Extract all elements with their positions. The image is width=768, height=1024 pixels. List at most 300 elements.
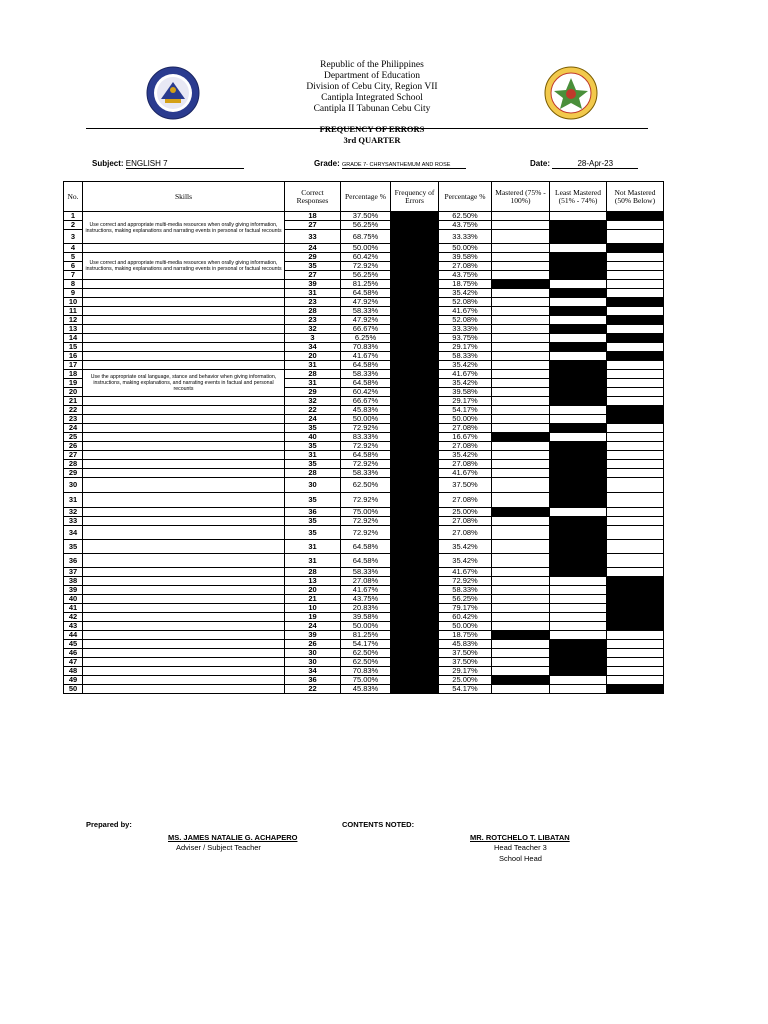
frequency-of-errors <box>391 424 439 433</box>
correct-responses: 36 <box>285 508 341 517</box>
table-row <box>64 370 664 379</box>
row-number: 14 <box>64 334 83 343</box>
mastered-indicator <box>492 397 550 406</box>
mastered-indicator <box>492 685 550 694</box>
row-number: 33 <box>64 517 83 526</box>
mastered-indicator <box>492 406 550 415</box>
frequency-of-errors <box>391 388 439 397</box>
correct-percentage: 62.50% <box>341 658 391 667</box>
error-percentage: 79.17% <box>439 604 492 613</box>
correct-responses: 35 <box>285 262 341 271</box>
error-percentage: 35.42% <box>439 451 492 460</box>
table-row <box>64 595 664 604</box>
grade-label: Grade: <box>314 159 340 168</box>
error-percentage: 50.00% <box>439 244 492 253</box>
skill-cell <box>83 622 285 631</box>
correct-responses: 31 <box>285 379 341 388</box>
skill-cell <box>83 604 285 613</box>
table-row <box>64 667 664 676</box>
correct-percentage: 75.00% <box>341 508 391 517</box>
correct-responses: 27 <box>285 271 341 280</box>
frequency-of-errors <box>391 554 439 568</box>
correct-responses: 36 <box>285 676 341 685</box>
mastered-indicator <box>492 554 550 568</box>
skill-cell <box>83 316 285 325</box>
not-mastered-indicator <box>607 280 664 289</box>
least-mastered-indicator <box>550 433 607 442</box>
error-percentage: 33.33% <box>439 230 492 244</box>
frequency-of-errors <box>391 460 439 469</box>
not-mastered-indicator <box>607 433 664 442</box>
correct-percentage: 47.92% <box>341 298 391 307</box>
frequency-of-errors <box>391 253 439 262</box>
not-mastered-indicator <box>607 307 664 316</box>
col-header-percentage: Percentage % <box>341 182 391 212</box>
correct-responses: 28 <box>285 469 341 478</box>
not-mastered-indicator <box>607 568 664 577</box>
row-number: 31 <box>64 493 83 508</box>
error-percentage: 37.50% <box>439 478 492 493</box>
skill-cell <box>83 517 285 526</box>
not-mastered-indicator <box>607 221 664 230</box>
mastered-indicator <box>492 451 550 460</box>
mastered-indicator <box>492 271 550 280</box>
least-mastered-indicator <box>550 212 607 221</box>
correct-percentage: 50.00% <box>341 244 391 253</box>
correct-percentage: 50.00% <box>341 622 391 631</box>
correct-responses: 30 <box>285 658 341 667</box>
mastered-indicator <box>492 469 550 478</box>
correct-percentage: 72.92% <box>341 424 391 433</box>
least-mastered-indicator <box>550 325 607 334</box>
correct-responses: 31 <box>285 554 341 568</box>
correct-responses: 28 <box>285 568 341 577</box>
mastered-indicator <box>492 658 550 667</box>
correct-responses: 31 <box>285 451 341 460</box>
frequency-of-errors <box>391 577 439 586</box>
skill-cell <box>83 334 285 343</box>
correct-percentage: 64.58% <box>341 361 391 370</box>
col-header-no: No. <box>64 182 83 212</box>
correct-responses: 13 <box>285 577 341 586</box>
correct-responses: 19 <box>285 613 341 622</box>
row-number: 44 <box>64 631 83 640</box>
mastered-indicator <box>492 415 550 424</box>
error-percentage: 43.75% <box>439 221 492 230</box>
skill-cell <box>83 424 285 433</box>
error-percentage: 18.75% <box>439 280 492 289</box>
skill-cell <box>83 451 285 460</box>
frequency-of-errors <box>391 406 439 415</box>
least-mastered-indicator <box>550 640 607 649</box>
correct-percentage: 54.17% <box>341 640 391 649</box>
error-percentage: 35.42% <box>439 289 492 298</box>
skill-cell <box>83 595 285 604</box>
correct-responses: 30 <box>285 478 341 493</box>
correct-responses: 27 <box>285 221 341 230</box>
error-percentage: 60.42% <box>439 613 492 622</box>
not-mastered-indicator <box>607 586 664 595</box>
error-percentage: 52.08% <box>439 316 492 325</box>
mastered-indicator <box>492 667 550 676</box>
not-mastered-indicator <box>607 325 664 334</box>
skill-cell <box>83 478 285 493</box>
correct-percentage: 27.08% <box>341 577 391 586</box>
mastered-indicator <box>492 478 550 493</box>
least-mastered-indicator <box>550 388 607 397</box>
row-number: 9 <box>64 289 83 298</box>
least-mastered-indicator <box>550 334 607 343</box>
not-mastered-indicator <box>607 667 664 676</box>
not-mastered-indicator <box>607 577 664 586</box>
mastered-indicator <box>492 307 550 316</box>
error-percentage: 35.42% <box>439 361 492 370</box>
error-percentage: 58.33% <box>439 586 492 595</box>
table-row <box>64 568 664 577</box>
row-number: 16 <box>64 352 83 361</box>
correct-responses: 23 <box>285 316 341 325</box>
correct-percentage: 62.50% <box>341 478 391 493</box>
row-number: 32 <box>64 508 83 517</box>
report-title: FREQUENCY OF ERRORS <box>319 124 425 134</box>
table-row <box>64 658 664 667</box>
error-percentage: 41.67% <box>439 370 492 379</box>
least-mastered-indicator <box>550 577 607 586</box>
not-mastered-indicator <box>607 554 664 568</box>
correct-responses: 23 <box>285 298 341 307</box>
contents-noted-label: CONTENTS NOTED: <box>342 820 415 829</box>
not-mastered-indicator <box>607 230 664 244</box>
not-mastered-indicator <box>607 640 664 649</box>
skill-cell <box>83 352 285 361</box>
not-mastered-indicator <box>607 493 664 508</box>
least-mastered-indicator <box>550 526 607 540</box>
least-mastered-indicator <box>550 460 607 469</box>
skill-cell: Use correct and appropriate multi-media resources when orally giving information, instructions, making explanations and narrating events in personal or factual recounts <box>83 253 285 280</box>
row-number: 15 <box>64 343 83 352</box>
correct-percentage: 64.58% <box>341 451 391 460</box>
table-row <box>64 622 664 631</box>
not-mastered-indicator <box>607 442 664 451</box>
row-number: 25 <box>64 433 83 442</box>
correct-percentage: 68.75% <box>341 230 391 244</box>
correct-responses: 33 <box>285 230 341 244</box>
skill-cell <box>83 307 285 316</box>
correct-percentage: 58.33% <box>341 568 391 577</box>
error-percentage: 29.17% <box>439 397 492 406</box>
frequency-of-errors <box>391 262 439 271</box>
subject-label: Subject: <box>92 159 124 168</box>
correct-percentage: 56.25% <box>341 221 391 230</box>
row-number: 35 <box>64 540 83 554</box>
frequency-of-errors <box>391 526 439 540</box>
table-row <box>64 307 664 316</box>
frequency-of-errors <box>391 676 439 685</box>
least-mastered-indicator <box>550 424 607 433</box>
frequency-of-errors <box>391 640 439 649</box>
frequency-of-errors <box>391 221 439 230</box>
table-row <box>64 631 664 640</box>
table-row <box>64 212 664 221</box>
not-mastered-indicator <box>607 244 664 253</box>
correct-responses: 24 <box>285 244 341 253</box>
correct-percentage: 70.83% <box>341 667 391 676</box>
frequency-of-errors <box>391 469 439 478</box>
skill-cell <box>83 493 285 508</box>
correct-percentage: 62.50% <box>341 649 391 658</box>
correct-percentage: 58.33% <box>341 307 391 316</box>
frequency-of-errors <box>391 361 439 370</box>
skill-cell <box>83 244 285 253</box>
error-percentage: 41.67% <box>439 307 492 316</box>
table-row <box>64 649 664 658</box>
skill-cell <box>83 325 285 334</box>
least-mastered-indicator <box>550 604 607 613</box>
least-mastered-indicator <box>550 230 607 244</box>
frequency-of-errors <box>391 451 439 460</box>
mastered-indicator <box>492 424 550 433</box>
correct-percentage: 37.50% <box>341 212 391 221</box>
error-percentage: 41.67% <box>439 568 492 577</box>
mastered-indicator <box>492 334 550 343</box>
error-percentage: 25.00% <box>439 676 492 685</box>
row-number: 39 <box>64 586 83 595</box>
correct-percentage: 45.83% <box>341 406 391 415</box>
error-percentage: 39.58% <box>439 253 492 262</box>
row-number: 27 <box>64 451 83 460</box>
mastered-indicator <box>492 325 550 334</box>
table-row <box>64 460 664 469</box>
error-percentage: 27.08% <box>439 442 492 451</box>
frequency-of-errors <box>391 280 439 289</box>
table-row <box>64 604 664 613</box>
mastered-indicator <box>492 526 550 540</box>
skill-cell <box>83 667 285 676</box>
least-mastered-indicator <box>550 622 607 631</box>
skill-cell <box>83 554 285 568</box>
col-header-correct: Correct Responses <box>285 182 341 212</box>
correct-percentage: 60.42% <box>341 253 391 262</box>
error-percentage: 41.67% <box>439 469 492 478</box>
skill-cell <box>83 640 285 649</box>
table-row <box>64 244 664 253</box>
col-header-skills: Skills <box>83 182 285 212</box>
row-number: 13 <box>64 325 83 334</box>
frequency-of-errors <box>391 325 439 334</box>
frequency-of-errors <box>391 298 439 307</box>
not-mastered-indicator <box>607 253 664 262</box>
correct-responses: 35 <box>285 493 341 508</box>
correct-percentage: 58.33% <box>341 370 391 379</box>
table-row <box>64 586 664 595</box>
error-percentage: 18.75% <box>439 631 492 640</box>
mastered-indicator <box>492 493 550 508</box>
table-row <box>64 676 664 685</box>
table-row <box>64 517 664 526</box>
not-mastered-indicator <box>607 658 664 667</box>
correct-responses: 35 <box>285 526 341 540</box>
deped-seal-icon <box>146 66 200 120</box>
row-number: 17 <box>64 361 83 370</box>
row-number: 30 <box>64 478 83 493</box>
correct-percentage: 64.58% <box>341 554 391 568</box>
error-percentage: 37.50% <box>439 649 492 658</box>
mastered-indicator <box>492 613 550 622</box>
table-row <box>64 442 664 451</box>
skill-cell <box>83 280 285 289</box>
frequency-of-errors <box>391 631 439 640</box>
skill-cell <box>83 577 285 586</box>
least-mastered-indicator <box>550 613 607 622</box>
least-mastered-indicator <box>550 517 607 526</box>
row-number: 6 <box>64 262 83 271</box>
correct-percentage: 45.83% <box>341 685 391 694</box>
row-number: 49 <box>64 676 83 685</box>
frequency-of-errors <box>391 334 439 343</box>
correct-percentage: 83.33% <box>341 433 391 442</box>
not-mastered-indicator <box>607 526 664 540</box>
table-row <box>64 640 664 649</box>
error-percentage: 52.08% <box>439 298 492 307</box>
skill-cell <box>83 298 285 307</box>
correct-responses: 22 <box>285 406 341 415</box>
row-number: 10 <box>64 298 83 307</box>
skill-cell <box>83 658 285 667</box>
not-mastered-indicator <box>607 517 664 526</box>
table-row <box>64 325 664 334</box>
mastered-indicator <box>492 388 550 397</box>
frequency-of-errors <box>391 271 439 280</box>
frequency-of-errors <box>391 316 439 325</box>
not-mastered-indicator <box>607 451 664 460</box>
col-header-error-percentage: Percentage % <box>439 182 492 212</box>
mastered-indicator <box>492 289 550 298</box>
skill-cell <box>83 397 285 406</box>
mastered-indicator <box>492 253 550 262</box>
skill-cell <box>83 469 285 478</box>
table-row <box>64 469 664 478</box>
mastered-indicator <box>492 433 550 442</box>
skill-cell <box>83 613 285 622</box>
frequency-of-errors <box>391 244 439 253</box>
correct-responses: 29 <box>285 253 341 262</box>
correct-percentage: 41.67% <box>341 586 391 595</box>
mastered-indicator <box>492 460 550 469</box>
row-number: 46 <box>64 649 83 658</box>
correct-percentage: 72.92% <box>341 517 391 526</box>
least-mastered-indicator <box>550 343 607 352</box>
not-mastered-indicator <box>607 352 664 361</box>
correct-responses: 21 <box>285 595 341 604</box>
error-percentage: 16.67% <box>439 433 492 442</box>
least-mastered-indicator <box>550 352 607 361</box>
least-mastered-indicator <box>550 595 607 604</box>
not-mastered-indicator <box>607 406 664 415</box>
not-mastered-indicator <box>607 460 664 469</box>
prepared-by-label: Prepared by: <box>86 820 132 829</box>
correct-percentage: 64.58% <box>341 289 391 298</box>
error-percentage: 37.50% <box>439 658 492 667</box>
frequency-of-errors <box>391 230 439 244</box>
mastered-indicator <box>492 568 550 577</box>
frequency-of-errors <box>391 540 439 554</box>
mastered-indicator <box>492 577 550 586</box>
row-number: 42 <box>64 613 83 622</box>
least-mastered-indicator <box>550 280 607 289</box>
correct-percentage: 81.25% <box>341 631 391 640</box>
error-percentage: 39.58% <box>439 388 492 397</box>
error-percentage: 33.33% <box>439 325 492 334</box>
correct-percentage: 39.58% <box>341 613 391 622</box>
error-percentage: 54.17% <box>439 406 492 415</box>
least-mastered-indicator <box>550 631 607 640</box>
skill-cell <box>83 685 285 694</box>
not-mastered-indicator <box>607 334 664 343</box>
error-percentage: 27.08% <box>439 424 492 433</box>
correct-percentage: 72.92% <box>341 262 391 271</box>
correct-responses: 39 <box>285 280 341 289</box>
least-mastered-indicator <box>550 658 607 667</box>
error-percentage: 56.25% <box>439 595 492 604</box>
frequency-of-errors <box>391 613 439 622</box>
correct-responses: 31 <box>285 540 341 554</box>
table-row <box>64 361 664 370</box>
least-mastered-indicator <box>550 271 607 280</box>
error-percentage: 27.08% <box>439 493 492 508</box>
correct-responses: 31 <box>285 361 341 370</box>
skill-cell <box>83 568 285 577</box>
least-mastered-indicator <box>550 508 607 517</box>
mastered-indicator <box>492 604 550 613</box>
table-row <box>64 508 664 517</box>
mastered-indicator <box>492 631 550 640</box>
correct-responses: 35 <box>285 424 341 433</box>
row-number: 41 <box>64 604 83 613</box>
least-mastered-indicator <box>550 253 607 262</box>
correct-responses: 24 <box>285 415 341 424</box>
not-mastered-indicator <box>607 613 664 622</box>
least-mastered-indicator <box>550 244 607 253</box>
table-row <box>64 577 664 586</box>
mastered-indicator <box>492 361 550 370</box>
table-row <box>64 613 664 622</box>
error-percentage: 54.17% <box>439 685 492 694</box>
col-header-not-mastered: Not Mastered (50% Below) <box>607 182 664 212</box>
error-percentage: 50.00% <box>439 622 492 631</box>
frequency-of-errors <box>391 442 439 451</box>
mastered-indicator <box>492 370 550 379</box>
table-row <box>64 415 664 424</box>
least-mastered-indicator <box>550 649 607 658</box>
not-mastered-indicator <box>607 212 664 221</box>
table-row <box>64 478 664 493</box>
correct-percentage: 6.25% <box>341 334 391 343</box>
row-number: 40 <box>64 595 83 604</box>
frequency-of-errors <box>391 667 439 676</box>
least-mastered-indicator <box>550 397 607 406</box>
correct-percentage: 20.83% <box>341 604 391 613</box>
mastered-indicator <box>492 221 550 230</box>
mastered-indicator <box>492 676 550 685</box>
correct-percentage: 66.67% <box>341 397 391 406</box>
correct-responses: 26 <box>285 640 341 649</box>
correct-percentage: 72.92% <box>341 493 391 508</box>
mastered-indicator <box>492 343 550 352</box>
least-mastered-indicator <box>550 361 607 370</box>
error-percentage: 27.08% <box>439 526 492 540</box>
correct-percentage: 72.92% <box>341 460 391 469</box>
frequency-of-errors <box>391 595 439 604</box>
